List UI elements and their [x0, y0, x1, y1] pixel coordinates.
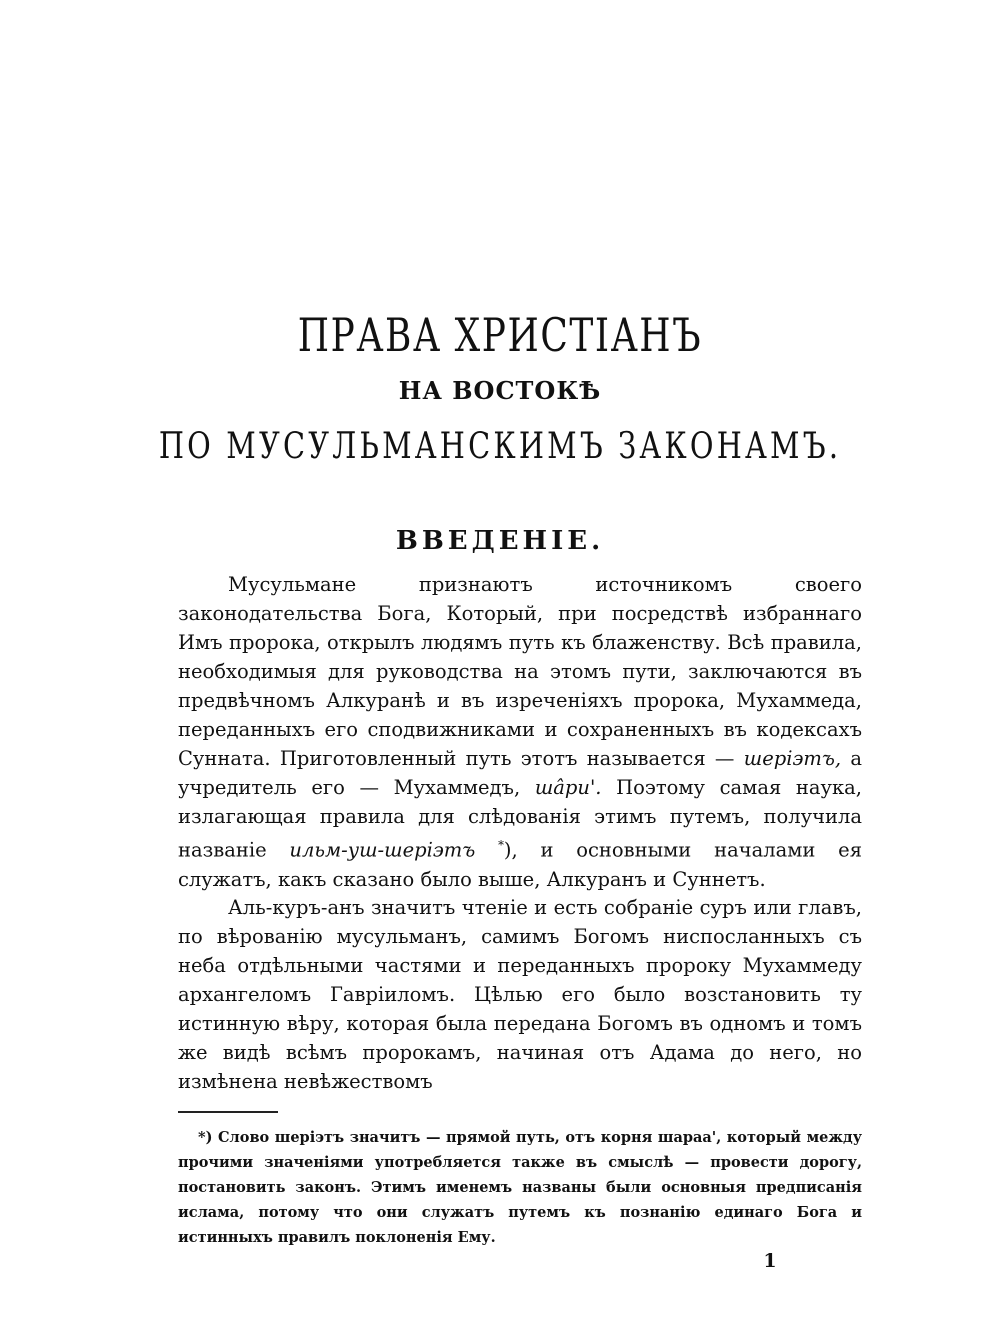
- footnote-reference: *: [498, 838, 504, 852]
- main-title: ПРАВА ХРИСТIАНЪ: [297, 308, 703, 362]
- paragraph-2: [178, 893, 862, 1096]
- paragraph-1: [178, 570, 862, 894]
- paragraph-1-text-c: Поэтому самая наука, излагающая правила для слѣдованiя этимъ путемъ, получила названiе: [178, 776, 863, 862]
- term-ilm-ush-sheriet: ильм-уш-шерiэтъ: [289, 838, 476, 862]
- footnote: [178, 1125, 862, 1250]
- section-heading: ВВЕДЕНIЕ.: [395, 526, 605, 556]
- paragraph-1-text-d: ), и основными началами ея служатъ, какъ сказано было выше, Алкуранъ и Суннетъ.: [178, 838, 863, 891]
- term-sheriet: шерiэтъ,: [743, 747, 842, 770]
- paragraph-1-text-a: Мусульмане признаютъ источникомъ своего законодательства Бога, Который, при посредствѣ избраннаго Имъ пророка, открылъ людямъ путь къ блаженству. Всѣ правила, необходимыя для руководства на этомъ пути, заключаются въ предвѣчномъ Алкуранѣ и въ изреченiяхъ пророка, Мухаммеда, переданныхъ его сподвижниками и сохраненныхъ въ кодексахъ Сунната. Приготовленный путь этотъ называется —: [178, 573, 862, 770]
- page-number: 1: [763, 1250, 777, 1272]
- paragraph-2-text: Аль-куръ-анъ значитъ чтенiе и есть собранiе суръ или главъ, по вѣрованiю мусульманъ, самимъ Богомъ ниспосланныхъ съ неба отдѣльными частями и переданныхъ пророку Мухаммеду архангеломъ Гаврiиломъ. Цѣлью его было возстановить ту истинную вѣру, которая была передана Богомъ въ одномъ и томъ же видѣ всѣмъ пророкамъ, начиная отъ Адама до него, но измѣнена невѣжествомъ: [178, 896, 862, 1093]
- paragraph-1-text-b: а учредитель его — Мухаммедъ,: [178, 747, 862, 799]
- term-shari: шâри'.: [534, 776, 602, 799]
- footnote-body: Слово шерiэтъ значитъ — прямой путь, отъ корня шараа', который между прочими значенiями употребляется также въ смыслѣ — провести дорогу, постановить законъ. Этимъ именемъ названы были основныя предписанiя ислама, потому что они служатъ путемъ къ познанiю единаго Бога и истинныхъ правилъ поклоненiя Ему.: [178, 1129, 862, 1246]
- subtitle-second-line: ПО МУСУЛЬМАНСКИМЪ ЗАКОНАМЪ.: [158, 426, 842, 467]
- footnote-marker: *): [198, 1129, 213, 1146]
- subtitle: НА ВОСТОКѢ: [398, 376, 602, 405]
- footnote-separator: [178, 1111, 278, 1113]
